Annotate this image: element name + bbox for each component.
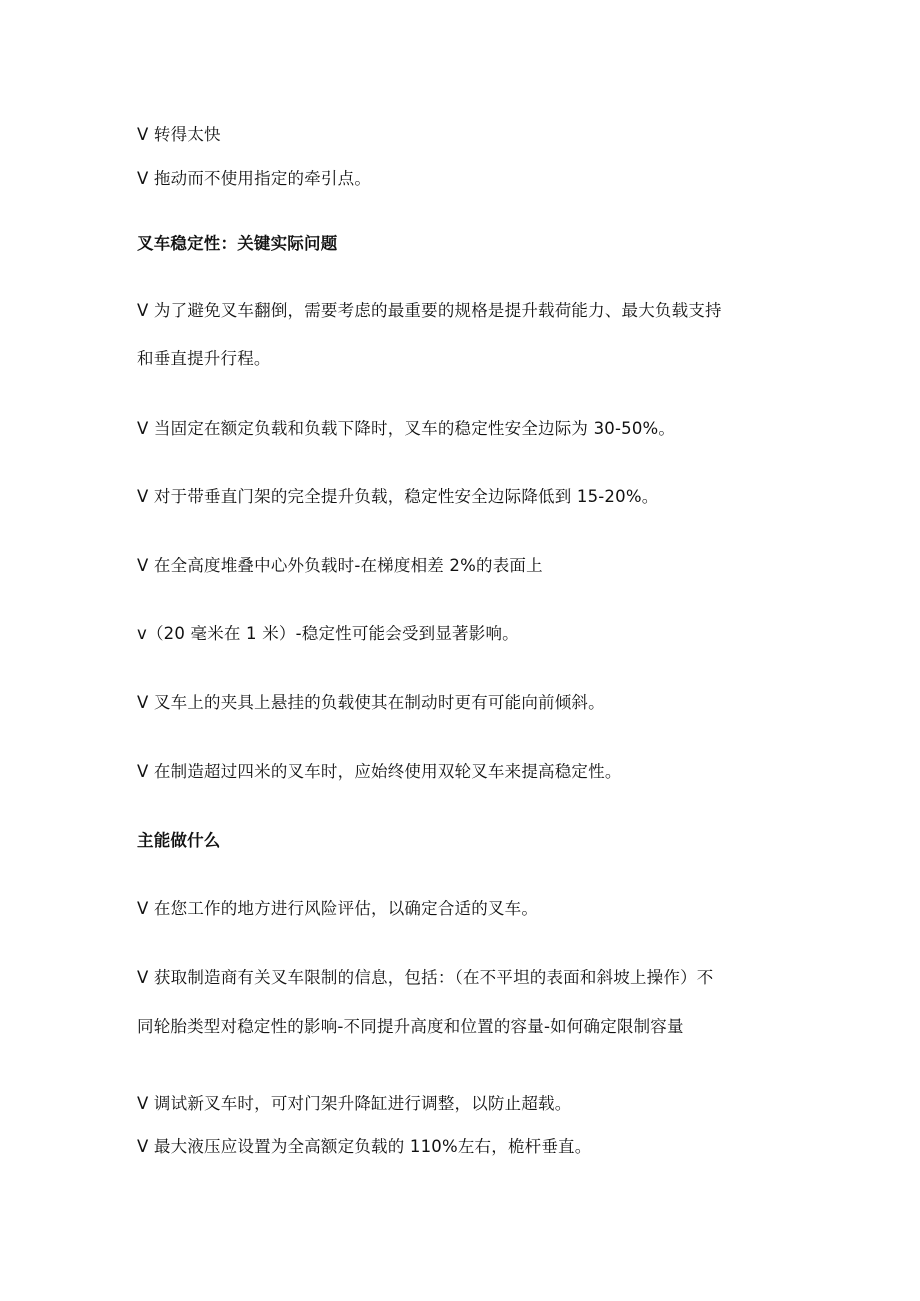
bullet-line: V 为了避免叉车翻倒，需要考虑的最重要的规格是提升载荷能力、最大负载支持 — [137, 301, 722, 320]
bullet-line: V 叉车上的夹具上悬挂的负载使其在制动时更有可能向前倾斜。 — [137, 693, 605, 712]
bullet-line: V 调试新叉车时，可对门架升降缸进行调整，以防止超载。 — [137, 1094, 572, 1113]
section-heading: 主能做什么 — [137, 831, 221, 850]
bullet-line: v（20 毫米在 1 米）-稳定性可能会受到显著影响。 — [137, 624, 519, 643]
bullet-line: V 最大液压应设置为全高额定负载的 110%左右，桅杆垂直。 — [137, 1137, 592, 1156]
bullet-line: V 在制造超过四米的叉车时，应始终使用双轮叉车来提高稳定性。 — [137, 762, 622, 781]
bullet-line: V 获取制造商有关叉车限制的信息，包括：（在不平坦的表面和斜坡上操作）不 — [137, 968, 714, 987]
bullet-line: V 当固定在额定负载和负载下降时，叉车的稳定性安全边际为 30-50%。 — [137, 419, 676, 438]
bullet-line: V 对于带垂直门架的完全提升负载，稳定性安全边际降低到 15-20%。 — [137, 487, 659, 506]
continuation-line: 和垂直提升行程。 — [137, 349, 271, 368]
continuation-line: 同轮胎类型对稳定性的影响-不同提升高度和位置的容量-如何确定限制容量 — [137, 1017, 684, 1036]
section-heading: 叉车稳定性：关键实际问题 — [137, 234, 338, 253]
bullet-line: V 转得太快 — [137, 125, 221, 144]
bullet-line: V 拖动而不使用指定的牵引点。 — [137, 169, 372, 188]
bullet-line: V 在全高度堆叠中心外负载时-在梯度相差 2%的表面上 — [137, 556, 543, 575]
bullet-line: V 在您工作的地方进行风险评估，以确定合适的叉车。 — [137, 899, 539, 918]
